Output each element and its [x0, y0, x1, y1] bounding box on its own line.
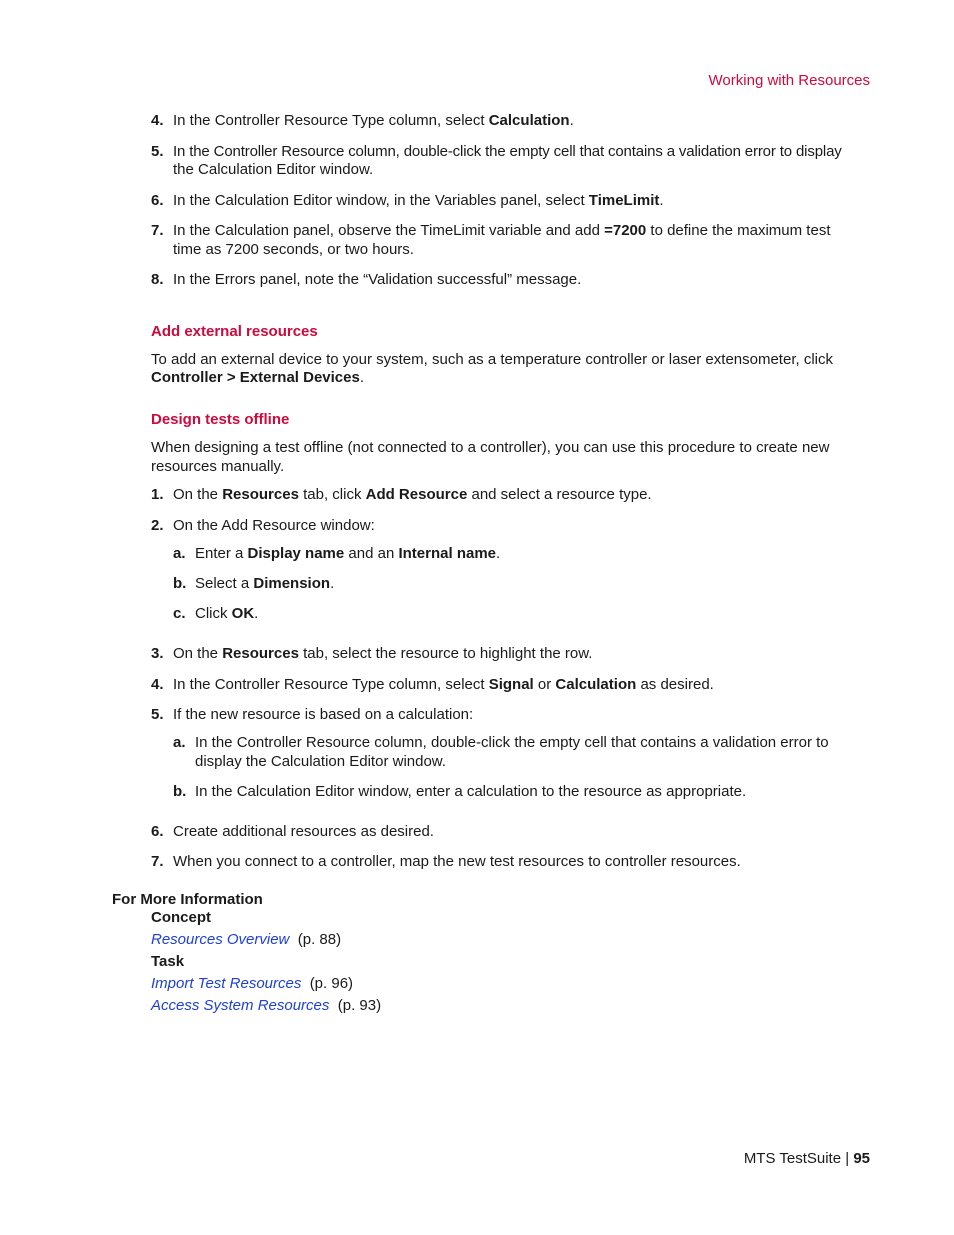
link-import-test-resources[interactable]: Import Test Resources — [151, 975, 302, 992]
design-offline-text-line1: When designing a test offline (not connected to a controller), you can use this procedure to create new — [151, 439, 830, 456]
heading-design-tests-offline: Design tests offline — [151, 411, 290, 428]
concept-label: Concept — [151, 909, 211, 926]
page-ref: (p. 88) — [297, 931, 342, 948]
page-ref: (p. 96) — [309, 975, 354, 992]
heading-add-external-resources: Add external resources — [151, 323, 318, 340]
link-access-system-resources[interactable]: Access System Resources — [151, 997, 330, 1014]
add-external-text-line2: Controller > External Devices. — [151, 369, 365, 386]
page-ref: (p. 93) — [337, 997, 382, 1014]
add-external-text-line1: To add an external device to your system, such as a temperature controller or laser extensometer, click — [151, 351, 833, 368]
footer-product: MTS TestSuite — [743, 1150, 842, 1167]
design-offline-text-line2: resources manually. — [151, 458, 285, 475]
task-label: Task — [151, 953, 185, 970]
link-row-import-test-resources — [151, 974, 353, 993]
page-number: 95 — [853, 1150, 870, 1167]
footer-separator: | — [841, 1150, 854, 1167]
page-footer — [744, 1149, 870, 1168]
link-row-resources-overview — [151, 930, 341, 949]
link-resources-overview[interactable]: Resources Overview — [151, 931, 290, 948]
link-row-access-system-resources — [151, 996, 381, 1015]
for-more-information-heading: For More Information — [112, 891, 263, 908]
running-header: Working with Resources — [708, 72, 870, 89]
